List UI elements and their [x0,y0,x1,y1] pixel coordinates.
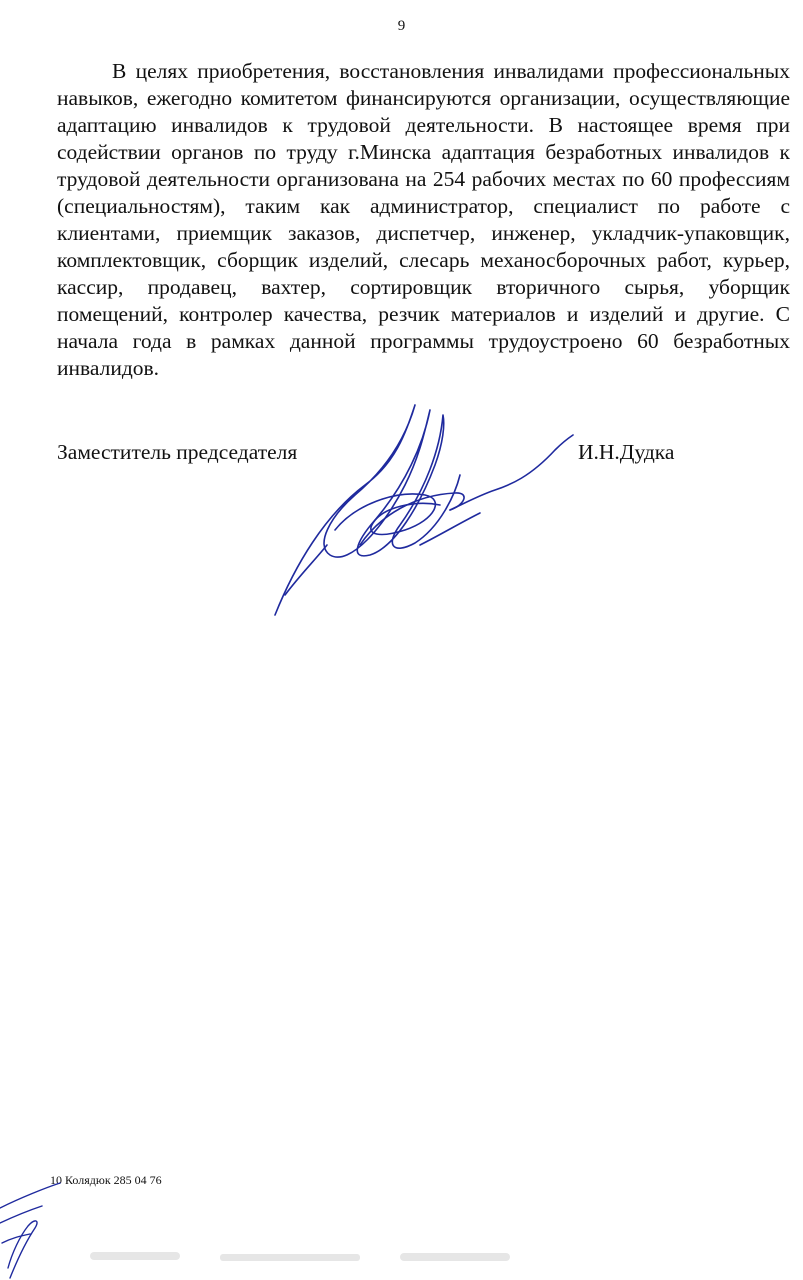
footer-note: 10 Колядюк 285 04 76 [50,1173,162,1187]
handwritten-signature [255,395,575,625]
scan-smudge [30,1242,590,1272]
page-number: 9 [397,18,406,34]
body-paragraph: В целях приобретения, восстановления инвалидами профессиональных навыков, ежегодно комитетом финансируются организации, осуществляющие адаптацию инвалидов к трудовой деятельности. В настоящее время при содействии органов по труду г.Минска адаптация безработных инвалидов к трудовой деятельности организована на 254 рабочих местах по 60 профессиям (специальностям), таким как администратор, специалист по работе с клиентами, приемщик заказов, диспетчер, инженер, укладчик-упаковщик, комплектовщик, сборщик изделий, слесарь механосборочных работ, курьер, кассир, продавец, вахтер, сортировщик вторичного сырья, уборщик помещений, контролер качества, резчик материалов и изделий и другие. С начала года в рамках данной программы трудоустроено 60 безработных инвалидов. [57,59,790,380]
signer-name: И.Н.Дудка [578,440,675,464]
signer-title: Заместитель председателя [57,440,298,464]
